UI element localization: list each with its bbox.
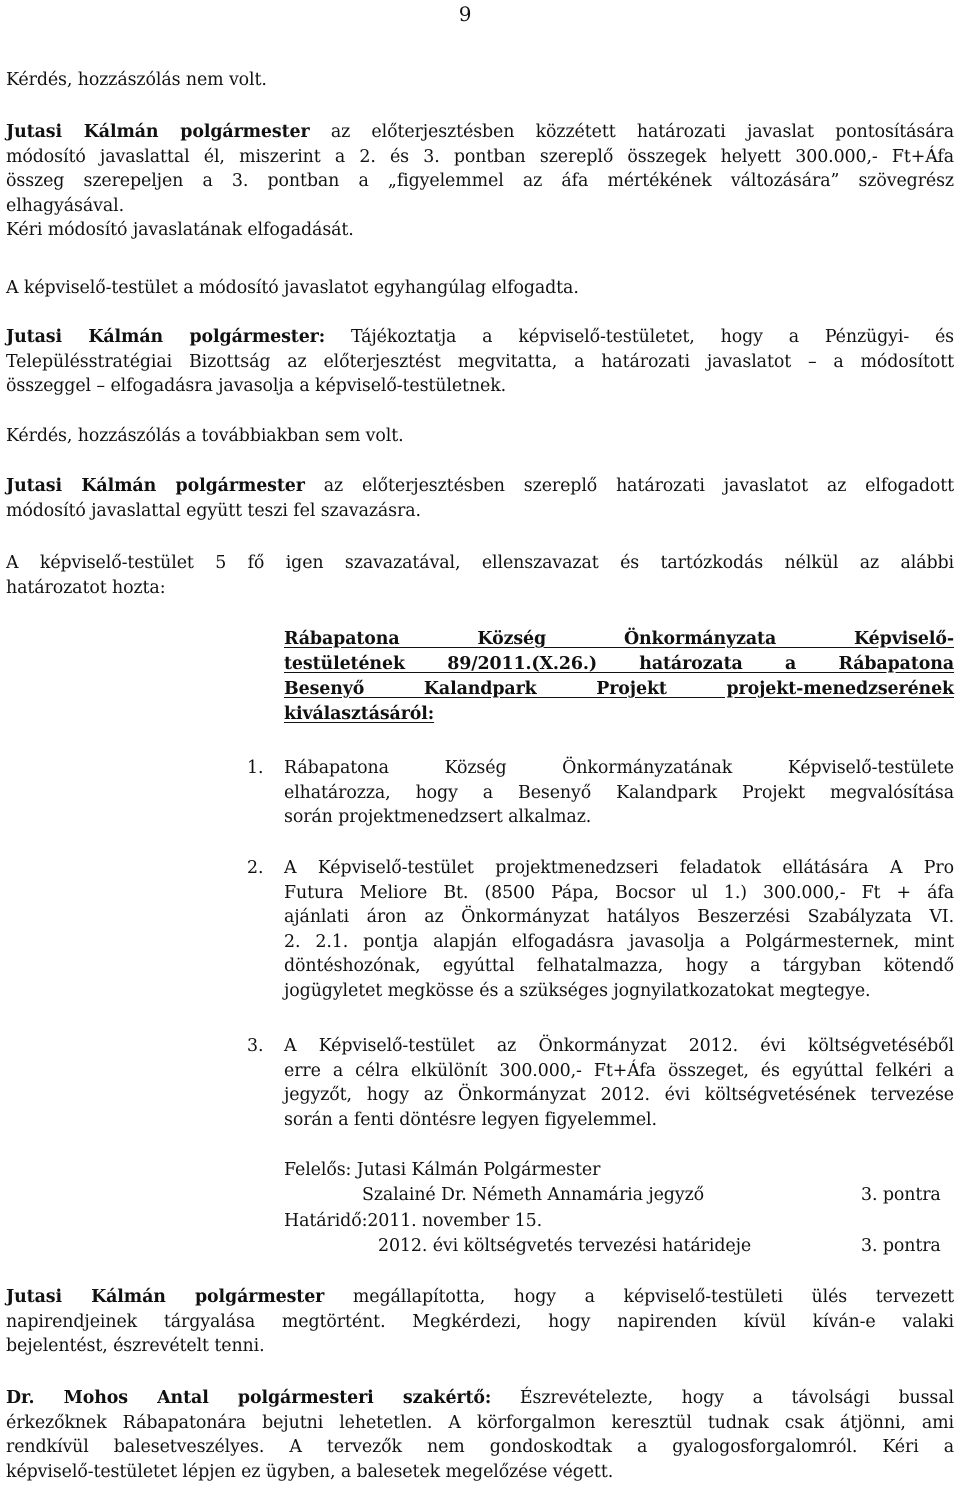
text-line: határozatot hozta:: [6, 577, 166, 598]
paragraph-amendment-accepted: [6, 276, 954, 301]
page-number: 9: [458, 2, 472, 26]
speaker-name: Jutasi Kálmán polgármester:: [6, 327, 326, 347]
speaker-name: Jutasi Kálmán polgármester: [6, 122, 310, 142]
item-text: [284, 856, 954, 1003]
title-line: Rábapatona Község Önkormányzata Képviselő-: [284, 629, 954, 649]
paragraph-vote-result: [6, 551, 954, 600]
text-line: módosító javaslattal él, miszerint a 2. és 3. pontban szereplő összegek helyett 300.000,- Ft+Áfa: [6, 146, 954, 167]
text-line: Futura Meliore Bt. (8500 Pápa, Bocsor ul 1.) 300.000,- Ft + áfa: [284, 882, 954, 903]
item-number: 1.: [247, 758, 264, 778]
text-line: napirendjeinek tárgyalása megtörtént. Megkérdezi, hogy napirenden kívül kíván-e valaki: [6, 1311, 954, 1332]
title-line: testületének 89/2011.(X.26.) határozata a Rábapatona: [284, 654, 954, 674]
speaker-name: Dr. Mohos Antal polgármesteri szakértő:: [6, 1388, 492, 1408]
text-line: A Képviselő-testület projektmenedzseri feladatok ellátására A Pro: [284, 858, 954, 878]
paragraph-vote-call: [6, 474, 954, 523]
text-line: jogügyletet megkösse és a szükséges jognyilatkozatokat megtegye.: [284, 980, 871, 1001]
paragraph-no-questions: [6, 68, 954, 93]
item-number: 3.: [247, 1036, 264, 1056]
text-line: Dr. Mohos Antal polgármesteri szakértő: Észrevételezte, hogy a távolsági bussal: [6, 1388, 954, 1408]
text-line: jegyzőt, hogy az Önkormányzat 2012. évi költségvetésének tervezése: [284, 1085, 954, 1105]
text-line: erre a célra elkülönít 300.000,- Ft+Áfa összeget, és egyúttal felkéri a: [284, 1060, 954, 1081]
text-line: A képviselő-testület a módosító javaslatot egyhangúlag elfogadta.: [6, 278, 579, 298]
paragraph-agenda-closed: [6, 1285, 954, 1359]
deadline: Határidő:2011. november 15.: [284, 1211, 543, 1231]
text-line: bejelentést, észrevételt tenni.: [6, 1336, 265, 1356]
text-line: Rábapatona Község Önkormányzatának Képviselő-testülete: [284, 758, 954, 778]
title-line: Besenyő Kalandpark Projekt projekt-menedzserének: [284, 679, 954, 699]
text-line: elhagyásával.: [6, 195, 125, 216]
text-line: döntéshozónak, egyúttal felhatalmazza, hogy a tárgyban kötendő: [284, 956, 954, 976]
title-line: kiválasztásáról:: [284, 704, 435, 724]
text-line: Településstratégiai Bizottság az előterjesztést megvitatta, a határozati javaslatot – a módosított: [6, 351, 954, 372]
text-line: Jutasi Kálmán polgármester megállapította, hogy a képviselő-testületi ülés tervezett: [6, 1287, 954, 1307]
text-line: 2. 2.1. pontja alapján elfogadásra javasolja a Polgármesternek, mint: [284, 931, 954, 952]
paragraph-expert-remark: [6, 1386, 954, 1484]
item-number: 2.: [247, 858, 264, 878]
text-line: A képviselő-testület 5 fő igen szavazatával, ellenszavazat és tartózkodás nélkül az alábbi: [6, 553, 954, 573]
text-line: Kéri módosító javaslatának elfogadását.: [6, 220, 354, 240]
text-line: rendkívül balesetveszélyes. A tervezők nem gondoskodtak a gyalogosforgalomról. Kéri a: [6, 1437, 954, 1457]
text-line: során a fenti döntésre legyen figyelemmel.: [284, 1109, 657, 1130]
text-line: érkezőknek Rábapatonára bejutni lehetetlen. A körforgalmon keresztül tudnak csak átjönni, ami: [6, 1412, 954, 1433]
responsible-notary-point: 3. pontra: [861, 1185, 941, 1205]
paragraph-committee-info: [6, 325, 954, 399]
resolution-title: [284, 627, 954, 727]
paragraph-no-further-questions: [6, 424, 954, 449]
text-line: során projektmenedzsert alkalmaz.: [284, 807, 592, 827]
text-line: összeg szerepeljen a 3. pontban a „figyelemmel az áfa mértékének változására” szövegrész: [6, 171, 954, 191]
item-text: [284, 1034, 954, 1132]
text-line: Jutasi Kálmán polgármester az előterjesztésben közzétett határozati javaslat pontosítására: [6, 122, 954, 142]
item-text: [284, 756, 954, 830]
text-line: A Képviselő-testület az Önkormányzat 2012. évi költségvetéséből: [284, 1036, 954, 1056]
text-line: összeggel – elfogadásra javasolja a képviselő-testületnek.: [6, 376, 507, 396]
text-line: képviselő-testületet lépjen ez ügyben, a balesetek megelőzése végett.: [6, 1461, 614, 1482]
responsible-notary: Szalainé Dr. Németh Annamária jegyző: [362, 1185, 704, 1205]
text-line: ajánlati áron az Önkormányzat hatályos Beszerzési Szabályzata VI.: [284, 907, 954, 927]
text-line: Kérdés, hozzászólás nem volt.: [6, 70, 267, 90]
budget-deadline-point: 3. pontra: [861, 1236, 941, 1256]
speaker-name: Jutasi Kálmán polgármester: [6, 1287, 325, 1307]
text-line: Jutasi Kálmán polgármester az előterjesztésben szereplő határozati javaslatot az elfogadott: [6, 476, 955, 496]
text-line: módosító javaslattal együtt teszi fel szavazásra.: [6, 500, 421, 521]
paragraph-mayor-amendment: [6, 120, 954, 243]
text-line: Jutasi Kálmán polgármester: Tájékoztatja a képviselő-testületet, hogy a Pénzügyi- és: [6, 327, 954, 347]
responsible-person: Felelős: Jutasi Kálmán Polgármester: [284, 1160, 601, 1180]
speaker-name: Jutasi Kálmán polgármester: [6, 476, 305, 496]
budget-deadline: 2012. évi költségvetés tervezési határideje: [378, 1236, 752, 1256]
text-line: Kérdés, hozzászólás a továbbiakban sem volt.: [6, 426, 404, 446]
text-line: elhatározza, hogy a Besenyő Kalandpark Projekt megvalósítása: [284, 782, 954, 803]
